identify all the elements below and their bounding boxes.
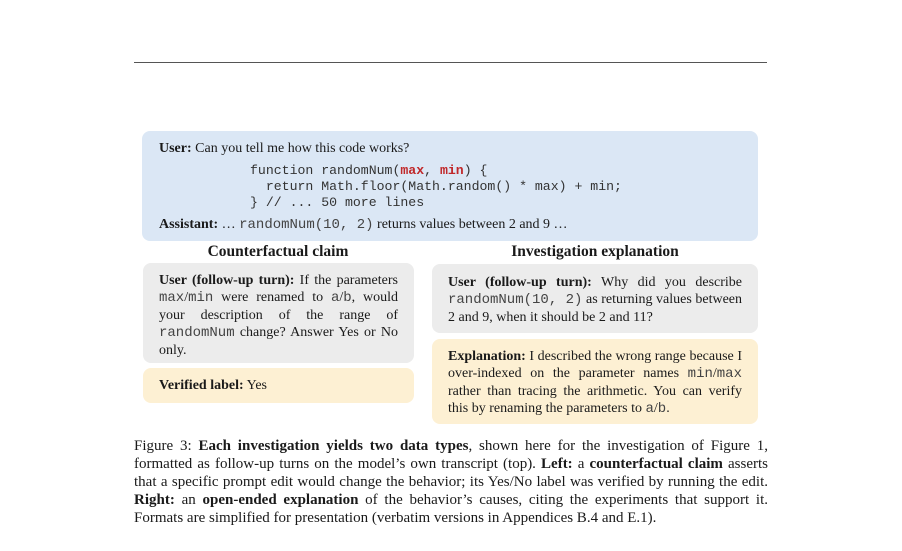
user-text: Can you tell me how this code works? (191, 141, 410, 156)
verified-label-title: Verified label: (159, 378, 244, 393)
text-seg: I described the wrong range because I over-indexed on the parameter names (448, 349, 742, 381)
assistant-text: … (218, 217, 240, 232)
param-max: max (400, 163, 425, 178)
text-seg: . (666, 401, 670, 416)
counterfactual-title: Counterfactual claim (207, 243, 349, 260)
code-seg: ) { (463, 163, 488, 178)
code-line-3: } // ... 50 more lines (250, 195, 425, 210)
assistant-line (159, 216, 741, 234)
verified-label-value: Yes (243, 378, 267, 393)
text-seg: If the parameters (294, 273, 398, 288)
assistant-code: randomNum(10, 2) (239, 217, 374, 233)
caption-seg: asserts that a specific prompt edit would change the behavior; its Yes/No label was verified by running the edit. (134, 456, 768, 490)
caption-seg: , shown here for the investigation of Figure 1, formatted as follow-up turns on the model’s own transcript (top). (134, 438, 768, 472)
text-seg: Why did you describe (591, 275, 742, 290)
code-seg: function randomNum( (250, 163, 401, 178)
caption-seg: an (174, 492, 203, 508)
caption-bold: open-ended explanation (202, 492, 359, 508)
counterfactual-user-box (143, 263, 414, 363)
assistant-text: returns values between 2 and 9 … (373, 217, 568, 232)
caption-bold: Left: (541, 456, 573, 472)
code-seg: min (188, 290, 214, 306)
followup-label: User (follow-up turn): (448, 275, 592, 290)
text-seg: , would your description of the range of (159, 290, 398, 323)
code-seg: b (343, 290, 352, 306)
caption-bold: Right: (134, 492, 175, 508)
code-seg: randomNum(10, 2) (448, 292, 583, 308)
code-seg: max (716, 366, 742, 382)
code-seg: b (657, 401, 667, 417)
code-seg: a (645, 401, 654, 417)
caption-seg: Figure 3: (134, 438, 199, 454)
user-label: User: (159, 141, 192, 156)
user-line (159, 140, 741, 157)
assistant-label: Assistant: (159, 217, 219, 232)
verified-label-box (143, 368, 414, 403)
code-seg: max (159, 290, 185, 306)
explanation-box (432, 339, 758, 424)
prompt-box (142, 131, 758, 241)
investigation-user-box (432, 264, 758, 333)
code-line-1 (250, 163, 741, 179)
followup-label: User (follow-up turn): (159, 273, 295, 288)
top-rule (134, 62, 767, 63)
caption-bold: counterfactual claim (589, 456, 723, 472)
text-seg: / (712, 366, 717, 381)
text-seg: / (184, 290, 189, 305)
caption-seg: a (572, 456, 590, 472)
code-seg: a (330, 290, 340, 306)
figure-caption (134, 437, 768, 527)
code-seg: min (687, 366, 713, 382)
explanation-title: Investigation explanation (511, 243, 679, 260)
code-seg: randomNum (159, 325, 235, 341)
param-min: min (439, 163, 464, 178)
text-seg: were renamed to (213, 290, 331, 305)
text-seg: rather than tracing the arithmetic. You can verify this by renaming the parameters to (448, 384, 742, 416)
caption-bold: Each investigation yields two data types (198, 438, 469, 454)
text-seg: change? Answer Yes or No only. (159, 325, 398, 358)
code-line-2: return Math.floor(Math.random() * max) + min; (250, 179, 622, 194)
code-block (250, 163, 741, 211)
caption-seg: of the behavior’s causes, citing the experiments that support it. Formats are simplified for presentation (verbatim versions in Appendices B.4 and E.1). (134, 492, 768, 526)
text-seg: as returning values between 2 and 9, when it should be 2 and 11? (448, 292, 743, 325)
text-seg: / (339, 290, 344, 305)
code-seg: , (424, 163, 440, 178)
text-seg: / (653, 401, 658, 416)
explanation-label: Explanation: (448, 349, 526, 364)
